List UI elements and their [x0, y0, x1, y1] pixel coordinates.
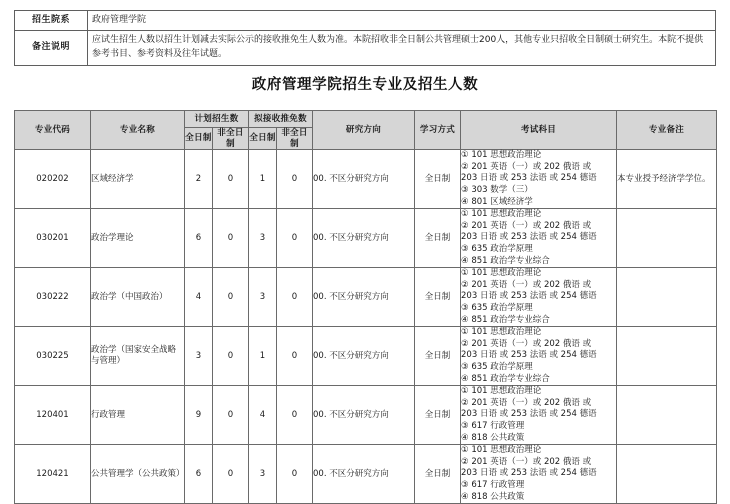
exam-subject-line: ① 101 思想政治理论: [461, 150, 542, 161]
cell-plan-part: 0: [213, 209, 249, 268]
cell-exam-subjects: [461, 386, 617, 445]
exam-subject-line: ② 201 英语（一）或 202 俄语 或: [461, 397, 592, 408]
cell-name: 公共管理学（公共政策）: [91, 445, 185, 504]
exam-subject-line: ④ 801 区域经济学: [461, 196, 533, 207]
cell-exam-subjects: [461, 209, 617, 268]
table-row: [15, 445, 717, 504]
table-row: [15, 386, 717, 445]
cell-study-mode: 全日制: [415, 209, 461, 268]
admission-info-table: [14, 10, 716, 66]
cell-exempt-full: 1: [249, 150, 277, 209]
cell-study-mode: 全日制: [415, 386, 461, 445]
header-code: 专业代码: [15, 111, 91, 150]
exam-subject-list: [461, 445, 616, 503]
exam-subject-line: 203 日语 或 253 法语 或 254 德语: [461, 232, 597, 243]
cell-plan-full: 2: [185, 150, 213, 209]
info-row-department: [15, 11, 716, 31]
cell-exempt-full: 4: [249, 386, 277, 445]
info-label-note: 备注说明: [15, 31, 88, 66]
cell-direction: 00. 不区分研究方向: [313, 150, 415, 209]
header-exempt-full-time: 全日制: [249, 128, 277, 150]
exam-subject-line: ④ 818 公共政策: [461, 432, 525, 443]
cell-plan-full: 9: [185, 386, 213, 445]
cell-study-mode: 全日制: [415, 150, 461, 209]
header-plan-part-time: 非全日制: [213, 128, 249, 150]
cell-name: 行政管理: [91, 386, 185, 445]
exam-subject-line: ① 101 思想政治理论: [461, 327, 542, 338]
cell-code: 020202: [15, 150, 91, 209]
cell-study-mode: 全日制: [415, 327, 461, 386]
exam-subject-line: ③ 635 政治学原理: [461, 244, 533, 255]
cell-code: 120401: [15, 386, 91, 445]
cell-remark: [617, 268, 717, 327]
exam-subject-line: ③ 635 政治学原理: [461, 362, 533, 373]
header-study-mode: 学习方式: [415, 111, 461, 150]
exam-subject-list: [461, 209, 616, 267]
cell-exempt-part: 0: [277, 386, 313, 445]
cell-plan-full: 3: [185, 327, 213, 386]
cell-exempt-part: 0: [277, 327, 313, 386]
cell-direction: 00. 不区分研究方向: [313, 209, 415, 268]
info-label-department: 招生院系: [15, 11, 88, 31]
cell-exam-subjects: [461, 150, 617, 209]
exam-subject-line: ① 101 思想政治理论: [461, 445, 542, 456]
exam-subject-line: ① 101 思想政治理论: [461, 268, 542, 279]
page-title: 政府管理学院招生专业及招生人数: [251, 77, 479, 93]
exam-subject-line: ② 201 英语（一）或 202 俄语 或: [461, 220, 592, 231]
cell-code: 030201: [15, 209, 91, 268]
exam-subject-line: ① 101 思想政治理论: [461, 386, 542, 397]
cell-remark: [617, 327, 717, 386]
cell-plan-part: 0: [213, 386, 249, 445]
cell-exempt-full: 1: [249, 327, 277, 386]
cell-exam-subjects: [461, 268, 617, 327]
cell-direction: 00. 不区分研究方向: [313, 386, 415, 445]
header-exempt-part-time: 非全日制: [277, 128, 313, 150]
exam-subject-line: 203 日语 或 253 法语 或 254 德语: [461, 350, 597, 361]
cell-remark: [617, 386, 717, 445]
cell-plan-part: 0: [213, 268, 249, 327]
cell-remark: [617, 209, 717, 268]
info-row-note: [15, 31, 716, 66]
cell-exempt-full: 3: [249, 209, 277, 268]
cell-plan-part: 0: [213, 445, 249, 504]
cell-plan-part: 0: [213, 150, 249, 209]
cell-code: 120421: [15, 445, 91, 504]
admission-info-body: [15, 11, 716, 66]
cell-study-mode: 全日制: [415, 445, 461, 504]
majors-table-head: [15, 111, 717, 150]
cell-exempt-part: 0: [277, 268, 313, 327]
exam-subject-list: [461, 268, 616, 326]
cell-plan-part: 0: [213, 327, 249, 386]
header-name: 专业名称: [91, 111, 185, 150]
cell-exempt-full: 3: [249, 268, 277, 327]
header-exempt-group: 拟接收推免数: [249, 111, 313, 128]
table-row: [15, 268, 717, 327]
info-value-note: 应试生招生人数以招生计划减去实际公示的接收推免生人数为准。本院招收非全日制公共管理硕士200人，其他专业只招收全日制硕士研究生。本院不提供参考书目、参考资料及往年试题。: [88, 31, 716, 66]
exam-subject-line: 203 日语 或 253 法语 或 254 德语: [461, 468, 597, 479]
majors-table: [14, 110, 717, 504]
table-row: [15, 150, 717, 209]
cell-exempt-full: 3: [249, 445, 277, 504]
table-row: [15, 327, 717, 386]
exam-subject-line: ② 201 英语（一）或 202 俄语 或: [461, 456, 592, 467]
majors-table-body: [15, 150, 717, 504]
majors-table-container: [14, 110, 716, 504]
exam-subject-line: ③ 617 行政管理: [461, 480, 525, 491]
cell-study-mode: 全日制: [415, 268, 461, 327]
exam-subject-line: ④ 851 政治学专业综合: [461, 373, 550, 384]
exam-subject-line: ② 201 英语（一）或 202 俄语 或: [461, 338, 592, 349]
cell-plan-full: 6: [185, 445, 213, 504]
cell-exempt-part: 0: [277, 150, 313, 209]
exam-subject-list: [461, 386, 616, 444]
exam-subject-list: [461, 150, 616, 208]
cell-code: 030225: [15, 327, 91, 386]
cell-plan-full: 4: [185, 268, 213, 327]
cell-direction: 00. 不区分研究方向: [313, 268, 415, 327]
exam-subject-line: ③ 635 政治学原理: [461, 303, 533, 314]
header-exam-subjects: 考试科目: [461, 111, 617, 150]
table-row: [15, 209, 717, 268]
exam-subject-line: 203 日语 或 253 法语 或 254 德语: [461, 291, 597, 302]
cell-exempt-part: 0: [277, 209, 313, 268]
cell-name: 政治学理论: [91, 209, 185, 268]
header-plan-group: 计划招生数: [185, 111, 249, 128]
exam-subject-line: ④ 851 政治学专业综合: [461, 314, 550, 325]
cell-name: 区域经济学: [91, 150, 185, 209]
cell-remark: 本专业授予经济学学位。: [617, 150, 717, 209]
header-plan-full-time: 全日制: [185, 128, 213, 150]
exam-subject-line: ② 201 英语（一）或 202 俄语 或: [461, 279, 592, 290]
exam-subject-line: ② 201 英语（一）或 202 俄语 或: [461, 161, 592, 172]
cell-name: 政治学（国家安全战略与管理）: [91, 327, 185, 386]
cell-code: 030222: [15, 268, 91, 327]
cell-exam-subjects: [461, 445, 617, 504]
header-remark: 专业备注: [617, 111, 717, 150]
exam-subject-line: ③ 617 行政管理: [461, 421, 525, 432]
exam-subject-line: ④ 851 政治学专业综合: [461, 255, 550, 266]
cell-remark: [617, 445, 717, 504]
exam-subject-line: ④ 818 公共政策: [461, 491, 525, 502]
header-direction: 研究方向: [313, 111, 415, 150]
exam-subject-line: ③ 303 数学（三）: [461, 185, 533, 196]
exam-subject-line: 203 日语 或 253 法语 或 254 德语: [461, 409, 597, 420]
header-row-top: [15, 111, 717, 128]
cell-name: 政治学（中国政治）: [91, 268, 185, 327]
cell-exam-subjects: [461, 327, 617, 386]
cell-plan-full: 6: [185, 209, 213, 268]
info-value-department: 政府管理学院: [88, 11, 716, 31]
exam-subject-list: [461, 327, 616, 385]
cell-direction: 00. 不区分研究方向: [313, 327, 415, 386]
cell-exempt-part: 0: [277, 445, 313, 504]
cell-direction: 00. 不区分研究方向: [313, 445, 415, 504]
exam-subject-line: 203 日语 或 253 法语 或 254 德语: [461, 173, 597, 184]
exam-subject-line: ① 101 思想政治理论: [461, 209, 542, 220]
